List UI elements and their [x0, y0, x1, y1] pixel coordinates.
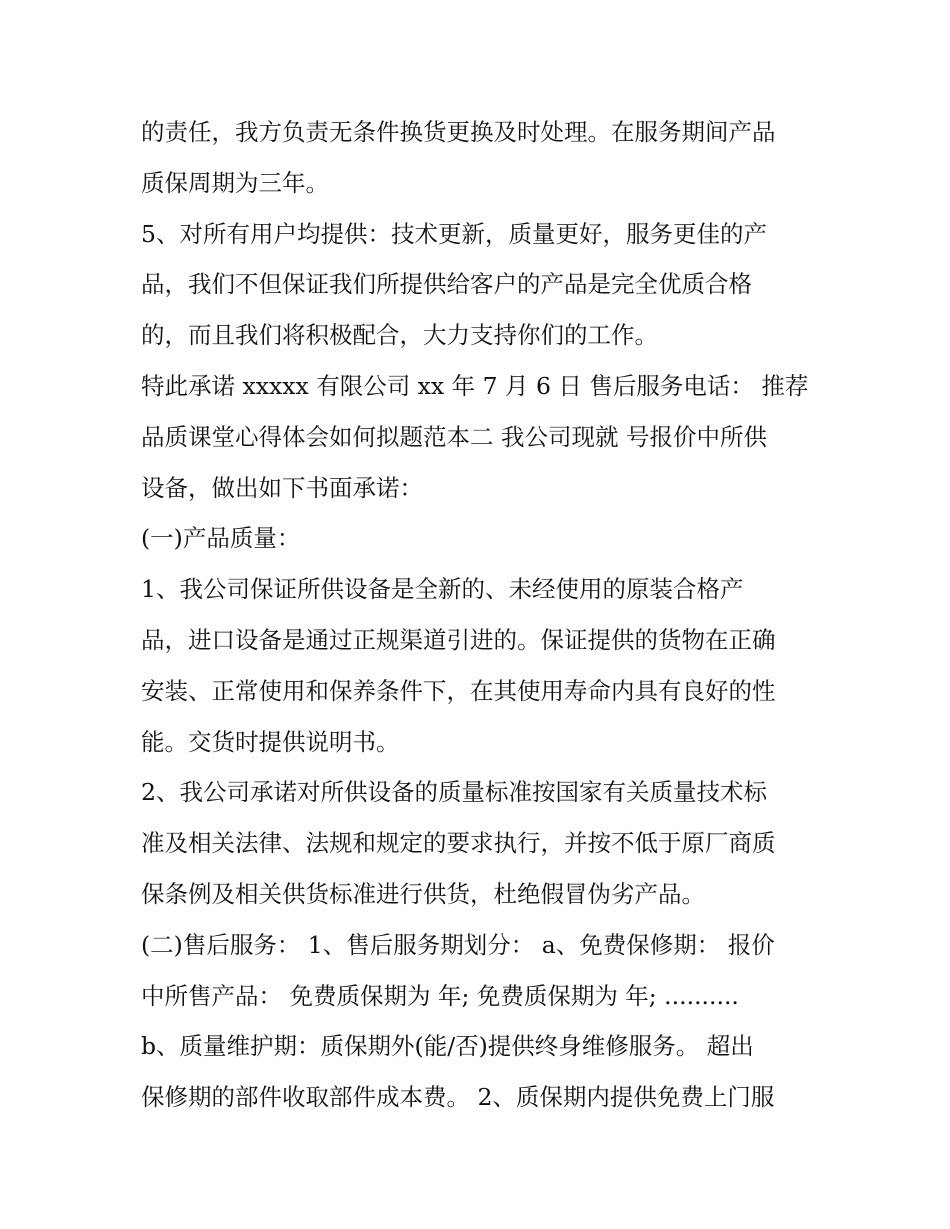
text-line-4: 品，我们不但保证我们所提供给客户的产品是完全优质合格	[141, 270, 752, 299]
text-line-6: 特此承诺 xxxxx 有限公司 xx 年 7 月 6 日 售后服务电话： 推荐	[141, 371, 809, 400]
text-line-18: 中所售产品： 免费质保期为 年; 免费质保期为 年; ..........	[141, 981, 739, 1010]
text-line-14: 2、我公司承诺对所供设备的质量标准按国家有关质量技术标	[141, 778, 767, 807]
text-line-2: 质保周期为三年。	[141, 168, 329, 197]
text-line-1: 的责任，我方负责无条件换货更换及时处理。在服务期间产品	[141, 118, 776, 146]
text-line-7: 品质课堂心得体会如何拟题范本二 我公司现就 号报价中所供	[141, 422, 767, 451]
text-line-10: 1、我公司保证所供设备是全新的、未经使用的原装合格产	[141, 575, 744, 604]
text-line-17: (二)售后服务： 1、售后服务期划分： a、免费保修期： 报价	[141, 930, 775, 959]
text-line-19: b、质量维护期：质保期外(能/否)提供终身维修服务。 超出	[141, 1032, 754, 1061]
text-line-3: 5、对所有用户均提供：技术更新，质量更好，服务更佳的产	[141, 219, 767, 248]
text-line-9: (一)产品质量：	[141, 524, 301, 553]
text-line-15: 准及相关法律、法规和规定的要求执行，并按不低于原厂商质	[141, 829, 776, 858]
text-line-20: 保修期的部件收取部件成本费。 2、质保期内提供免费上门服	[141, 1083, 775, 1112]
text-line-13: 能。交货时提供说明书。	[141, 727, 400, 756]
text-line-11: 品，进口设备是通过正规渠道引进的。保证提供的货物在正确	[141, 625, 776, 654]
text-line-12: 安装、正常使用和保养条件下，在其使用寿命内具有良好的性	[141, 676, 776, 705]
text-line-5: 的，而且我们将积极配合，大力支持你们的工作。	[141, 321, 658, 350]
text-line-16: 保条例及相关供货标准进行供货，杜绝假冒伪劣产品。	[141, 879, 705, 908]
text-line-8: 设备，做出如下书面承诺：	[141, 473, 423, 502]
document-body	[141, 107, 821, 1123]
